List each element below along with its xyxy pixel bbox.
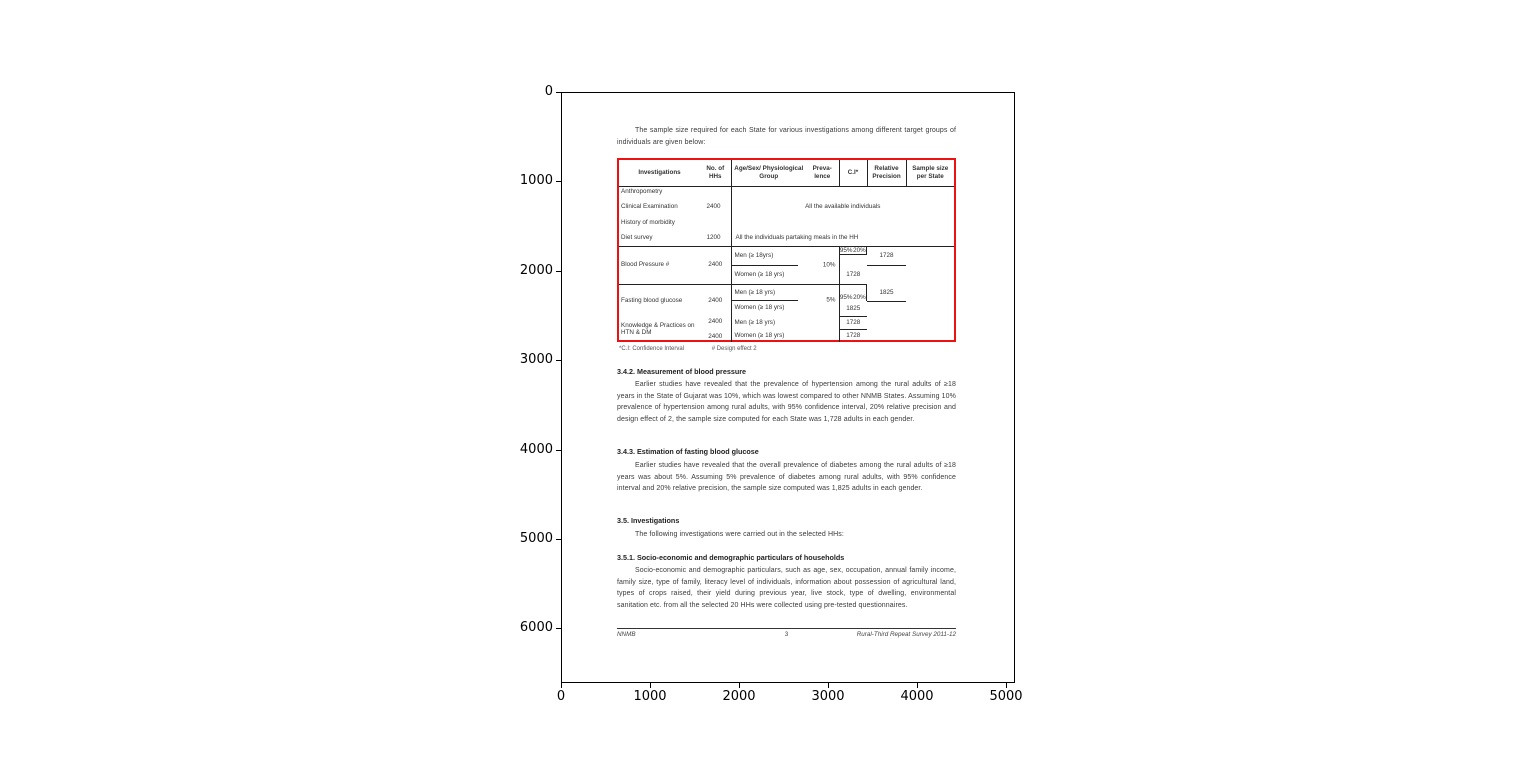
x-tick-mark [650, 683, 651, 688]
prevalence-value: 5% [826, 296, 836, 304]
section-342-paragraph: Earlier studies have revealed that the prevalence of hypertension among the rural adults of ≥18 years in the State of Gujarat was 10%, which was lowest compared to other NNMB States. Assuming 10% prevalence of hypertension among rural adults, with 95% confidence interval, 20% relative precision and design effect of 2, the sample size computed for each State was 1,728 adults in each gender. [617, 381, 956, 423]
sample-size-value: 1825 [867, 284, 906, 301]
investigation-name: Knowledge & Practices on HTN & DM [621, 321, 695, 336]
y-tick-label: 6000 [519, 620, 553, 635]
section-342-heading: 3.4.2. Measurement of blood pressure [617, 367, 747, 376]
agesex-women: Women (≥ 18 yrs) [734, 270, 785, 278]
section-343-heading: 3.4.3. Estimation of fasting blood glucose [617, 447, 759, 456]
footer-org: NNMB [617, 631, 636, 638]
section-343-paragraph: Earlier studies have revealed that the overall prevalence of diabetes among the rural adults of ≥18 years was about 5%. Assuming 5% prevalence of diabetes among rural adults, with 95% confidence interval and 20% relative precision, the sample size computed was 1,825 adults in each gender. [617, 462, 956, 493]
note-all-individuals: All the available individuals [805, 202, 881, 210]
sample-size-table [617, 158, 956, 342]
footnote-ci: *C.I: Confidence Interval [619, 346, 685, 352]
table-row [621, 219, 729, 227]
col-header-agesex: Age/Sex/ Physiological Group [731, 160, 806, 186]
hhs-value: 1200 [706, 234, 721, 241]
table-row [621, 234, 729, 242]
col-header-ci: C.I* [839, 160, 867, 186]
ci-value: 95% [839, 293, 853, 301]
agesex-men: Men (≥ 18 yrs) [731, 316, 839, 329]
y-tick-label: 3000 [519, 352, 553, 367]
section-35-paragraph: The following investigations were carried out in the selected HHs: [635, 531, 844, 538]
table-footnote [619, 346, 958, 352]
section-351-paragraph: Socio-economic and demographic particulars, such as age, sex, occupation, annual family income, family size, type of family, literacy level of individuals, information about possession of agricultural land, types of crops raised, their yield during previous year, live stock, type of dwelling, environmental sanitation etc. from all the selected 20 HHs were collected using pre-tested questionnaires. [617, 567, 956, 609]
col-header-investigations: Investigations [619, 160, 700, 186]
footer-report-title: Rural-Third Repeat Survey 2011-12 [856, 631, 956, 638]
table-row [619, 246, 954, 265]
y-tick-label: 4000 [519, 442, 553, 457]
sample-size-value: 1825 [839, 301, 867, 316]
hhs-value: 2400 [700, 246, 731, 284]
x-tick-label: 1000 [633, 689, 667, 704]
x-tick-mark [561, 683, 562, 688]
investigation-name: Fasting blood glucose [621, 296, 683, 304]
sample-size-value: 1728 [846, 332, 861, 339]
x-tick-label: 2000 [722, 689, 756, 704]
investigation-name: Clinical Examination [621, 203, 678, 210]
partial-divider [732, 300, 798, 301]
scanned-document-page [561, 92, 1015, 683]
partial-divider [732, 265, 798, 266]
agesex-men: Men (≥ 18yrs) [734, 252, 774, 259]
table-row [621, 188, 729, 196]
col-header-relative-precision: Relative Precision [867, 160, 906, 186]
x-tick-label: 0 [556, 689, 566, 704]
col-header-hhs: No. of HHs [700, 160, 731, 186]
y-tick-label: 1000 [519, 173, 553, 188]
section-35-heading: 3.5. Investigations [617, 516, 680, 525]
col-header-prevalence: Preva- lence [806, 160, 839, 186]
sample-size-value: 1728 [839, 265, 867, 284]
x-tick-label: 4000 [900, 689, 934, 704]
sample-size-value: 1728 [867, 246, 906, 265]
agesex-women: Women (≥ 18 yrs) [731, 329, 839, 342]
y-tick-label: 2000 [519, 263, 553, 278]
sample-size-value: 1728 [839, 316, 867, 329]
footer-page-number: 3 [784, 631, 789, 638]
note-diet-survey: All the individuals partaking meals in the HH [735, 234, 859, 241]
ci-value: 95% [839, 246, 853, 254]
investigation-name: Blood Pressure # [619, 246, 700, 284]
section-351-heading: 3.5.1. Socio-economic and demographic particulars of households [617, 553, 845, 562]
table-row [619, 186, 954, 246]
rp-value: 20% [853, 293, 866, 301]
x-tick-label: 3000 [811, 689, 845, 704]
footnote-design-effect: # Design effect 2 [711, 346, 757, 352]
hhs-value: 2400 [708, 332, 723, 340]
hhs-value: 2400 [708, 318, 723, 325]
table-row [619, 316, 954, 329]
table-row [621, 203, 729, 211]
prevalence-value: 10% [822, 261, 836, 269]
agesex-men: Men (≥ 18 yrs) [734, 288, 776, 296]
intro-paragraph: The sample size required for each State for various investigations among different target groups of individuals are given below: [617, 127, 956, 146]
y-tick-label: 5000 [519, 531, 553, 546]
page-footer [617, 628, 956, 638]
agesex-women: Women (≥ 18 yrs) [734, 304, 785, 312]
x-tick-mark [828, 683, 829, 688]
hhs-value: 2400 [700, 284, 731, 316]
x-tick-label: 5000 [989, 689, 1023, 704]
investigation-name: Anthropometry [621, 187, 663, 195]
y-tick-label: 0 [544, 84, 553, 99]
table-row [619, 284, 954, 301]
hhs-value: 2400 [706, 203, 721, 210]
x-tick-mark [739, 683, 740, 688]
rp-value: 20% [853, 246, 866, 254]
x-tick-mark [1006, 683, 1007, 688]
investigation-name: Diet survey [621, 234, 653, 241]
col-header-sample-size: Sample size per State [906, 160, 954, 186]
x-tick-mark [917, 683, 918, 688]
investigation-name: History of morbidity [621, 218, 675, 226]
